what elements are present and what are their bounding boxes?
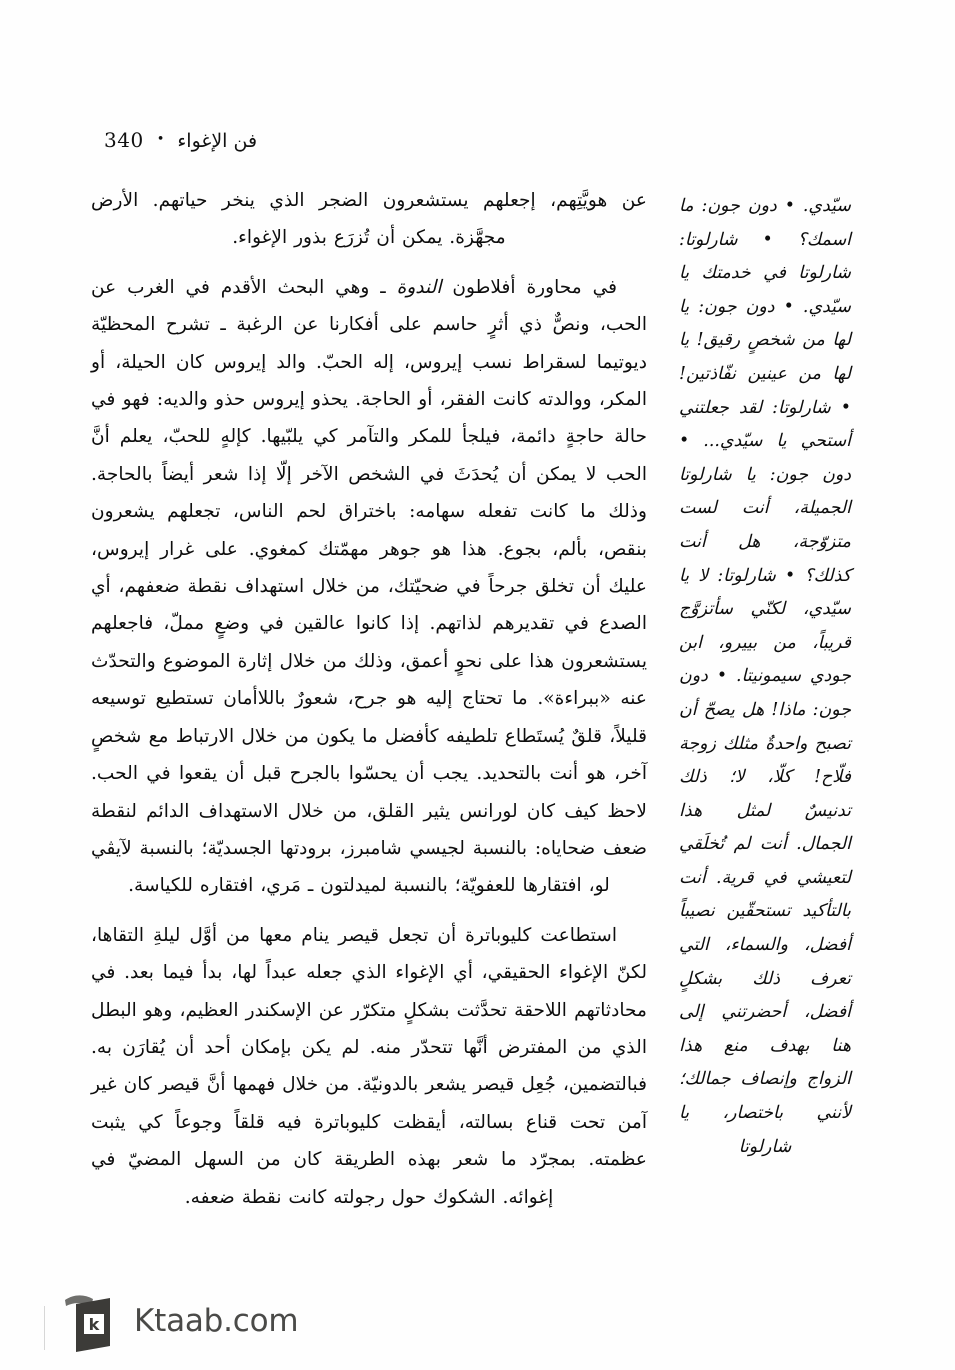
running-head <box>104 128 851 158</box>
site-watermark <box>62 1290 298 1352</box>
paragraph-symposium <box>91 269 647 905</box>
running-head-inner <box>104 128 257 152</box>
main-text-column <box>91 182 647 1216</box>
paragraph-continued <box>91 182 647 257</box>
symposium-text-after-title: ـ وهي البحث الأقدم في الغرب عن الحب، ونصٌّ ذي أثرٍ حاسم على أفكارنا عن الرغبة ـ تشرح المحظيّة ديوتيما لسقراط نسب إيروس، إله الحبّ. والد إيروس كان الحيلة، أو المكر، ووالدته كانت الفقر، أو الحاجة. يحذو إيروس حذو والديه: فهو في حالة حاجةٍ دائمة، فيلجأ للمكر والتآمر كي يلبّيها. كإلهٍ للحبّ، يعلم أنَّ الحب لا يمكن أن يُحدَثَ في الشخص الآخر إلّا إذا شعر أيضاً بالحاجة. وذلك ما كانت تفعله سهامه: باختراق لحم الناس، تجعلهم يشعرون بنقص، بألم، بجوع. هذا هو جوهر مهمّتك كمغوي. على غرار إيروس، عليك أن تخلق جرحاً في ضحيّتك، من خلال استهداف نقطة ضعفهم، أي الصدع في تقديرهم لذاتهم. إذا كانوا عالقين في وضعٍ مملّ، فاجعلهم يستشعرون هذا على نحوٍ أعمق، وذلك من خلال إثارة الموضوع والتحدّث عنه «ببراءة». ما تحتاج إليه هو جرح، شعورٌ باللاأمان تستطيع توسيعه قليلاً، قلقٌ يُستَطاع تلطيفه كأفضل ما يكون من خلال الارتباط مع شخصٍ آخر، هو أنت بالتحديد. يجب أن يحسّوا بالجرح قبل أن يقعوا في الحب. لاحظ كيف كان لورانس يثير القلق، من خلال الاستهداف الدائم لنقطة ضعف ضحاياه: بالنسبة لجيسي شامبرز، برودتها الجسديّة؛ بالنسبة لآيڤي لو، افتقارها للعفويّة؛ بالنسبة لميدلتون ـ مَري، افتقاره للكياسة. <box>91 276 647 897</box>
page-edge-tick <box>44 1306 45 1350</box>
symposium-text-before-title: في محاورة أفلاطون <box>441 276 618 298</box>
book-icon <box>62 1290 120 1352</box>
side-quote-text: سيّدي. • دون جون: ما اسمك؟ • شارلوتا: شارلوتا في خدمتك يا سيّدي. • دون جون: يا لها من شخصٍ رقيق! يا لها من عينين نفّاذتين! • شارلوتا: لقد جعلتني أستحي يا سيّدي... • دون جون: يا شارلوتا الجميلة، أنت لست متزوّجة، هل أنت كذلك؟ • شارلوتا: لا يا سيّدي، لكنّي سأتزوَّج قريباً، من بييرو، ابن جودي سيمونيتا. • دون جون: ماذا! هل يصحّ أن تصبح واحدةٌ مثلك زوجة فلّاح! كلّا، لا؛ ذلك تدنيسٌ لمثل هذا الجمال. أنت لم تُخلَقي لتعيشي في قرية. أنت بالتأكيد تستحقّين نصيباً أفضل، والسماء، التي تعرف ذلك بشكلٍ أفضل، أحضرتني إلى هنا بهدف منع هذا الزواج وإنصاف جمالك؛ لأنني باختصار، يا شارلوتا <box>679 196 851 1157</box>
side-quote-column <box>679 190 851 1164</box>
svg-text:k: k <box>88 1315 100 1334</box>
work-title-symposium: الندوة <box>396 276 442 298</box>
paragraph-cleopatra-text: استطاعت كليوباترة أن تجعل قيصر ينام معها من أوَّل ليلةِ التقاها، لكنّ الإغواء الحقيقي، أي الإغواء الذي جعله عبداً لها، بدأ فيما بعد. في محادثاتهم اللاحقة تحدَّثت بشكلٍ متكرّر عن الإسكندر العظيم، وهو البطل الذي من المفترض أنَّها تتحدّر منه. لم يكن بإمكان أحد أن يُقارَن به. فبالتضمين، جُعِل قيصر يشعر بالدونيّة. من خلال فهمها أنَّ قيصر كان غير آمن تحت قناع بسالته، أيقظت كليوباترة فيه قلقاً وجوعاً كي يثبت عظمته. بمجرّد ما شعر بهذه الطريقة كان من السهل المضيّ في إغوائه. الشكوك حول رجولته كانت نقطة ضعفه. <box>91 924 647 1208</box>
page-body <box>91 182 851 1267</box>
paragraph-continued-text: عن هويَّتِهم، إجعلهم يستشعرون الضجر الذي ينخر حياتهم. الأرض مجهَّزة. يمكن أن تُزرَع بذور الإغواء. <box>91 190 647 249</box>
book-title: فن الإغواء <box>177 130 258 152</box>
bullet-separator-icon: • <box>156 132 165 147</box>
paragraph-cleopatra <box>91 917 647 1216</box>
watermark-label: Ktaab.com <box>134 1303 299 1339</box>
page-number: 340 <box>104 128 144 152</box>
